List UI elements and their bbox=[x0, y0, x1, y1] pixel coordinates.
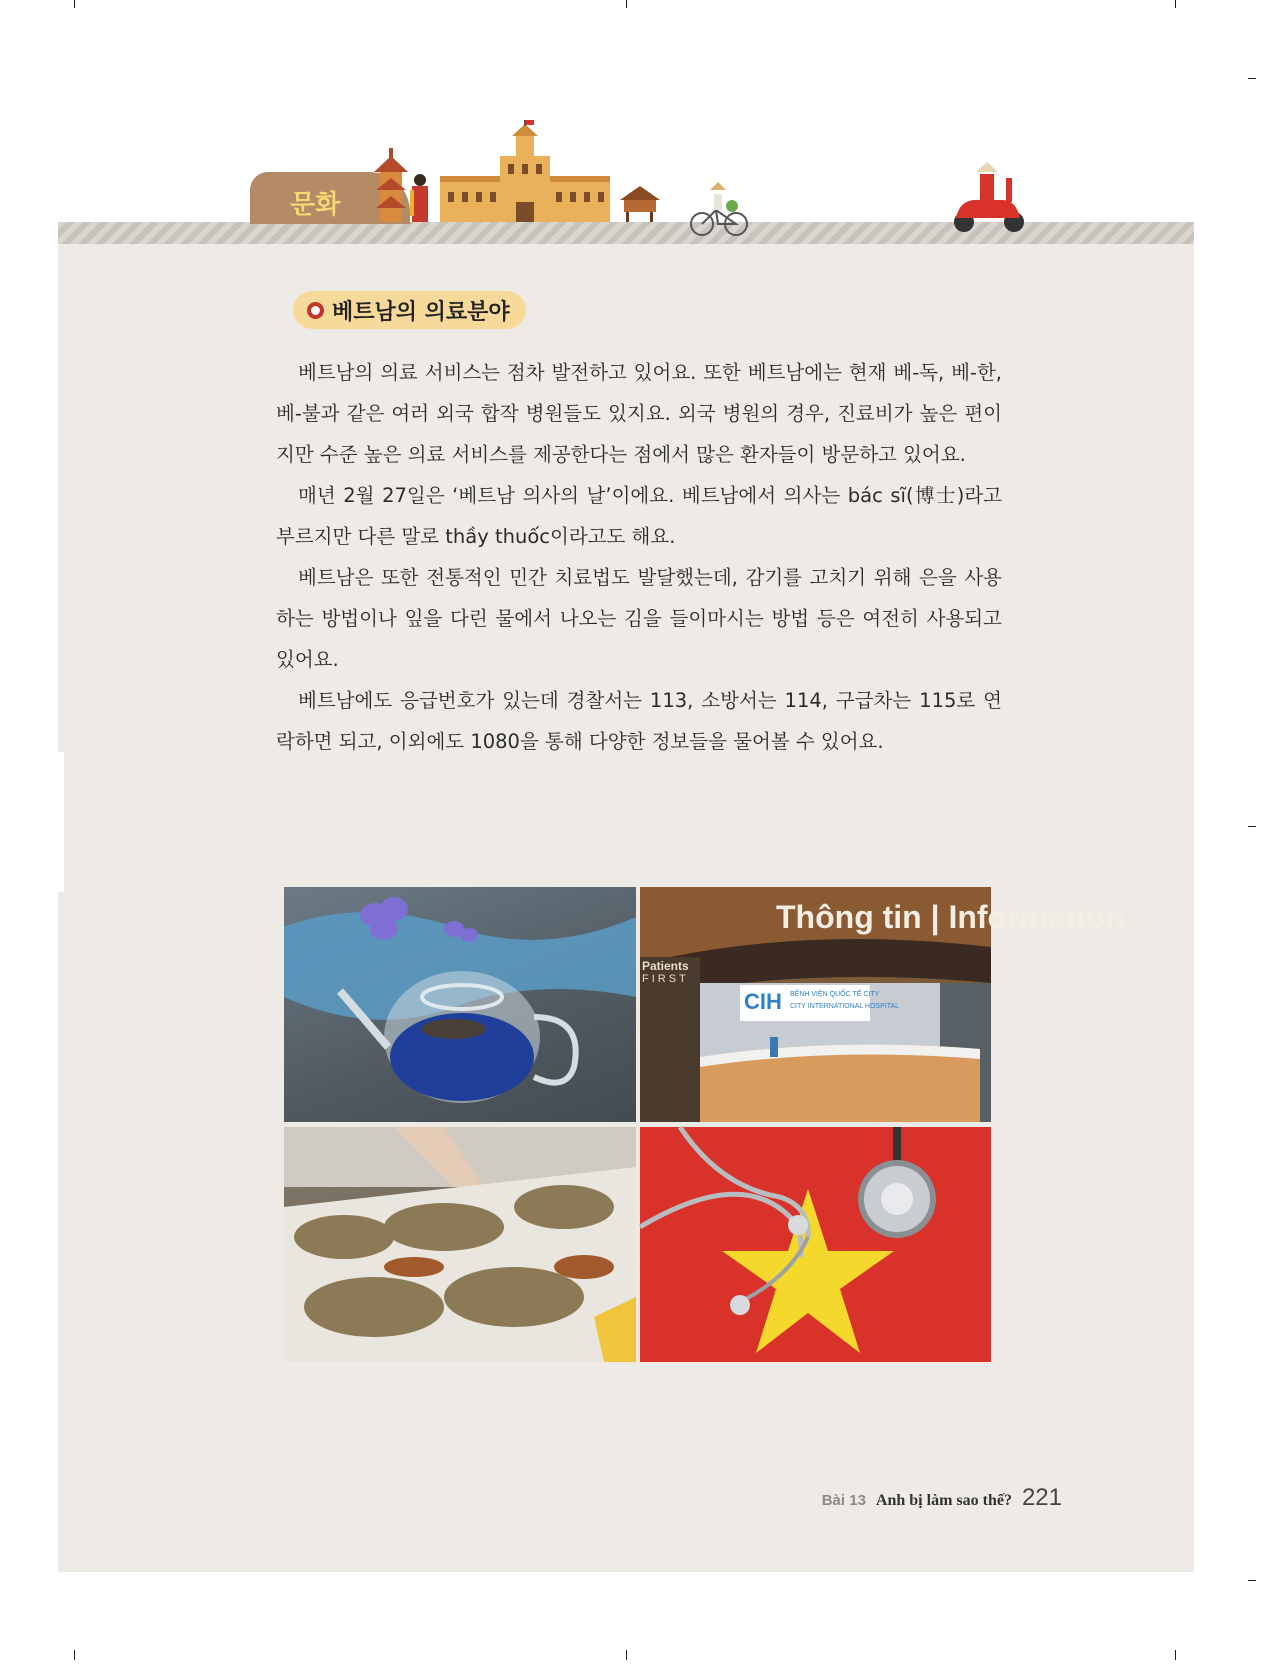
paragraph: 베트남에도 응급번호가 있는데 경찰서는 113, 소방서는 114, 구급차는 115로 연락하면 되고, 이외에도 1080을 통해 다양한 정보들을 물어볼 수 있어요. bbox=[276, 689, 1002, 753]
crop-mark bbox=[1248, 1580, 1256, 1581]
section-title-label: 베트남의 의료분야 bbox=[332, 299, 510, 325]
pagoda-icon bbox=[374, 148, 408, 222]
board-text-patients: Patients bbox=[642, 959, 689, 973]
lesson-title: Anh bị làm sao thế? bbox=[875, 1492, 1012, 1509]
crop-mark bbox=[74, 1650, 75, 1660]
lesson-number: Bài 13 bbox=[821, 1492, 866, 1509]
crop-mark bbox=[626, 0, 627, 8]
bullet-ring-icon bbox=[307, 302, 324, 319]
paragraph: 매년 2월 27일은 ‘베트남 의사의 날’이에요. 베트남에서 의사는 bác sĩ(博士)라고 부르지만 다른 말로 thầy thuốc이라고도 해요. bbox=[276, 484, 1002, 548]
hospital-logo: CIH bbox=[744, 989, 782, 1014]
crop-mark bbox=[1248, 78, 1256, 79]
page-footer bbox=[822, 1484, 1062, 1512]
city-skyline-illustration bbox=[370, 120, 660, 224]
board-text-first: FIRST bbox=[642, 973, 689, 985]
cyclist-illustration bbox=[690, 180, 750, 238]
panel-notch bbox=[58, 752, 64, 892]
scooter-rider-illustration bbox=[950, 160, 1030, 236]
hospital-sign-text: Thông tin | Information bbox=[776, 899, 1125, 935]
photo-dried-herbs bbox=[284, 1127, 636, 1362]
paragraph: 베트남은 또한 전통적인 민간 치료법도 발달했는데, 감기를 고치기 위해 은을 사용하는 방법이나 잎을 다린 물에서 나오는 김을 들이마시는 방법 등은 여전히 사용되고 있어요. bbox=[276, 566, 1002, 671]
crop-mark bbox=[74, 0, 75, 8]
section-title bbox=[293, 291, 526, 329]
photo-hospital-reception bbox=[640, 887, 1125, 1122]
section-tab-label: 문화 bbox=[290, 190, 341, 220]
crop-mark bbox=[1175, 1650, 1176, 1660]
hospital-name-vi: BỆNH VIỆN QUỐC TẾ CITY bbox=[790, 991, 880, 998]
crop-mark bbox=[1248, 826, 1256, 827]
crop-mark bbox=[1175, 0, 1176, 8]
crop-mark bbox=[626, 1650, 627, 1660]
photo-stethoscope-flag bbox=[640, 1127, 991, 1362]
stilt-house-icon bbox=[620, 186, 660, 222]
city-hall-building-icon bbox=[440, 120, 610, 222]
hospital-name-en: CITY INTERNATIONAL HOSPITAL bbox=[790, 1003, 900, 1010]
paragraph: 베트남의 의료 서비스는 점차 발전하고 있어요. 또한 베트남에는 현재 베-독, 베-한, 베-불과 같은 여러 외국 합작 병원들도 있지요. 외국 병원의 경우, 진료비가 높은 편이지만 수준 높은 의료 서비스를 제공한다는 점에서 많은 환자들이 방문하고 있어요. bbox=[276, 361, 1002, 466]
body-text bbox=[276, 352, 1002, 762]
traditional-dress-figure-icon bbox=[410, 174, 428, 222]
page-number: 221 bbox=[1021, 1484, 1062, 1511]
photo-herbal-tea bbox=[284, 887, 636, 1122]
